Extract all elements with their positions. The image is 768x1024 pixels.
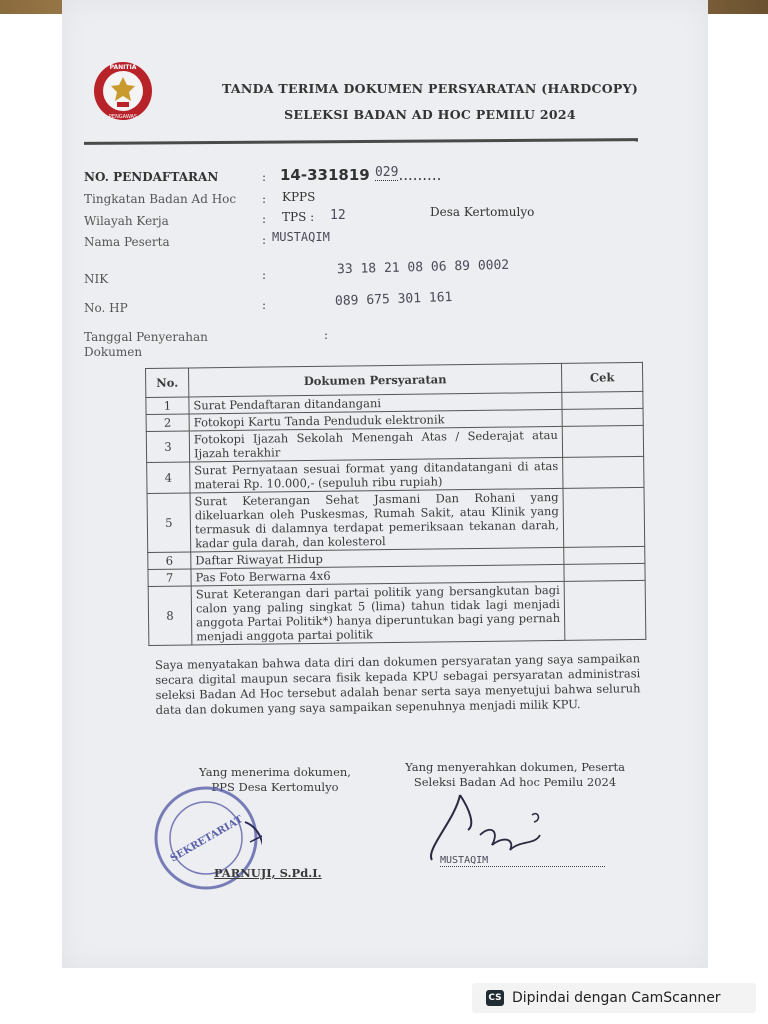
row-check-box — [562, 425, 643, 457]
colon: : — [262, 212, 267, 226]
row-text: Surat Pendaftaran ditandangani — [189, 392, 562, 414]
no-pendaftaran-number: 14-331819 — [280, 166, 370, 184]
receiver-line2: PPS Desa Kertomulyo — [211, 780, 339, 794]
row-no: 4 — [147, 462, 190, 494]
no-pendaftaran-label: NO. PENDAFTARAN — [84, 170, 219, 184]
row-check-box — [564, 563, 645, 581]
row-no: 1 — [146, 397, 189, 415]
row-no: 5 — [147, 493, 191, 553]
camscanner-label: Dipindai dengan CamScanner — [512, 990, 721, 1006]
submitter-line1: Yang menyerahkan dokumen, Peserta — [405, 760, 625, 774]
tanggal-label — [84, 330, 254, 360]
row-text: Daftar Riwayat Hidup — [191, 547, 564, 569]
receiver-line1: Yang menerima dokumen, — [199, 765, 351, 779]
camscanner-icon: CS — [486, 990, 504, 1006]
nama-value: MUSTAQIM — [272, 230, 330, 244]
no-pendaftaran-value — [280, 166, 441, 184]
colon: : — [262, 192, 267, 206]
wilayah-label: Wilayah Kerja — [84, 214, 169, 228]
title-line-2: SELEKSI BADAN AD HOC PEMILU 2024 — [284, 107, 576, 122]
header-no: No. — [146, 368, 189, 398]
wilayah-desa: Desa Kertomulyo — [430, 205, 535, 219]
row-check-box — [564, 546, 645, 564]
logo-text-bottom: PENGAWAS — [108, 114, 138, 120]
row-check-box — [563, 487, 645, 547]
no-pendaftaran-suffix: 029 — [374, 165, 399, 180]
row-text: Fotokopi Kartu Tanda Penduduk elektronik — [189, 409, 562, 431]
wilayah-tps-value: 12 — [330, 208, 346, 223]
row-no: 7 — [148, 569, 191, 587]
title-line-1: TANDA TERIMA DOKUMEN PERSYARATAN (HARDCOPY) — [221, 81, 639, 96]
tingkatan-label: Tingkatan Badan Ad Hoc — [84, 192, 237, 206]
nik-label: NIK — [84, 272, 109, 286]
nama-label: Nama Peserta — [84, 235, 170, 249]
tanggal-label-line1: Tanggal Penyerahan — [84, 330, 208, 344]
row-text: Pas Foto Berwarna 4x6 — [191, 564, 564, 586]
no-pendaftaran-dots: ......... — [398, 166, 442, 184]
header-doc: Dokumen Persyaratan — [189, 363, 562, 397]
row-no: 2 — [146, 414, 189, 432]
colon: : — [324, 328, 329, 342]
row-check-box — [563, 456, 644, 488]
nik-value: 33 18 21 08 06 89 0002 — [336, 257, 510, 278]
row-check-box — [562, 391, 643, 409]
table-row — [148, 580, 646, 645]
row-check-box — [564, 580, 646, 640]
logo-text-top: PANITIA — [109, 64, 137, 71]
document-title — [180, 76, 680, 128]
submitter-line2: Seleksi Badan Ad hoc Pemilu 2024 — [413, 775, 617, 789]
declaration-statement: Saya menyatakan bahwa data diri dan dokumen persyaratan yang saya sampaikan secara digital maupun secara fisik kepada KPU sebagai persyaratan administrasi seleksi Badan Ad Hoc tersebut adalah benar serta saya menyetujui bahwa seluruh data dan dokumen yang saya sampaikan sepenuhnya menjadi milik KPU. — [155, 651, 641, 717]
colon: : — [262, 233, 267, 247]
row-check-box — [562, 408, 643, 426]
row-no: 6 — [148, 552, 191, 570]
tanggal-label-line2: Dokumen — [84, 345, 143, 359]
colon: : — [262, 268, 267, 282]
submitter-block — [400, 760, 630, 790]
receiver-name: PARNUJI, S.Pd.I. — [214, 866, 322, 880]
camscanner-badge — [472, 983, 756, 1013]
row-text: Surat Keterangan dari partai politik yang bersangkutan bagi calon yang paling singkat 5 (lima) tahun tidak lagi menjadi anggota Partai Politik*) hanya diperuntukan bagi yang pernah menjadi anggota partai politik — [191, 581, 565, 645]
header-cek: Cek — [561, 362, 642, 392]
row-no: 8 — [148, 586, 192, 646]
tingkatan-value: KPPS — [282, 190, 316, 204]
table-row — [147, 487, 645, 552]
documents-table — [145, 362, 646, 646]
hp-value: 089 675 301 161 — [334, 289, 453, 310]
colon: : — [262, 298, 267, 312]
colon: : — [262, 170, 267, 184]
row-text: Surat Pernyataan sesuai format yang ditandatangani di atas materai Rp. 10.000,- (sepuluh ribu rupiah) — [190, 457, 563, 493]
wilayah-tps-label: TPS : — [282, 210, 315, 224]
hp-label: No. HP — [84, 301, 128, 315]
stamp-text: SEKRETARIAT — [168, 814, 245, 865]
row-text: Fotokopi Ijazah Sekolah Menengah Atas / Sederajat atau Ijazah terakhir — [189, 426, 562, 462]
row-no: 3 — [146, 431, 189, 463]
submitter-name: MUSTAQIM — [440, 855, 605, 867]
row-text: Surat Keterangan Sehat Jasmani Dan Rohani yang dikeluarkan oleh Puskesmas, Rumah Sakit, atau Klinik yang termasuk di dalamnya terdapat pemeriksaan tekanan darah, kadar gula darah, dan kolesterol — [190, 488, 564, 552]
kpu-logo-icon — [92, 60, 154, 122]
